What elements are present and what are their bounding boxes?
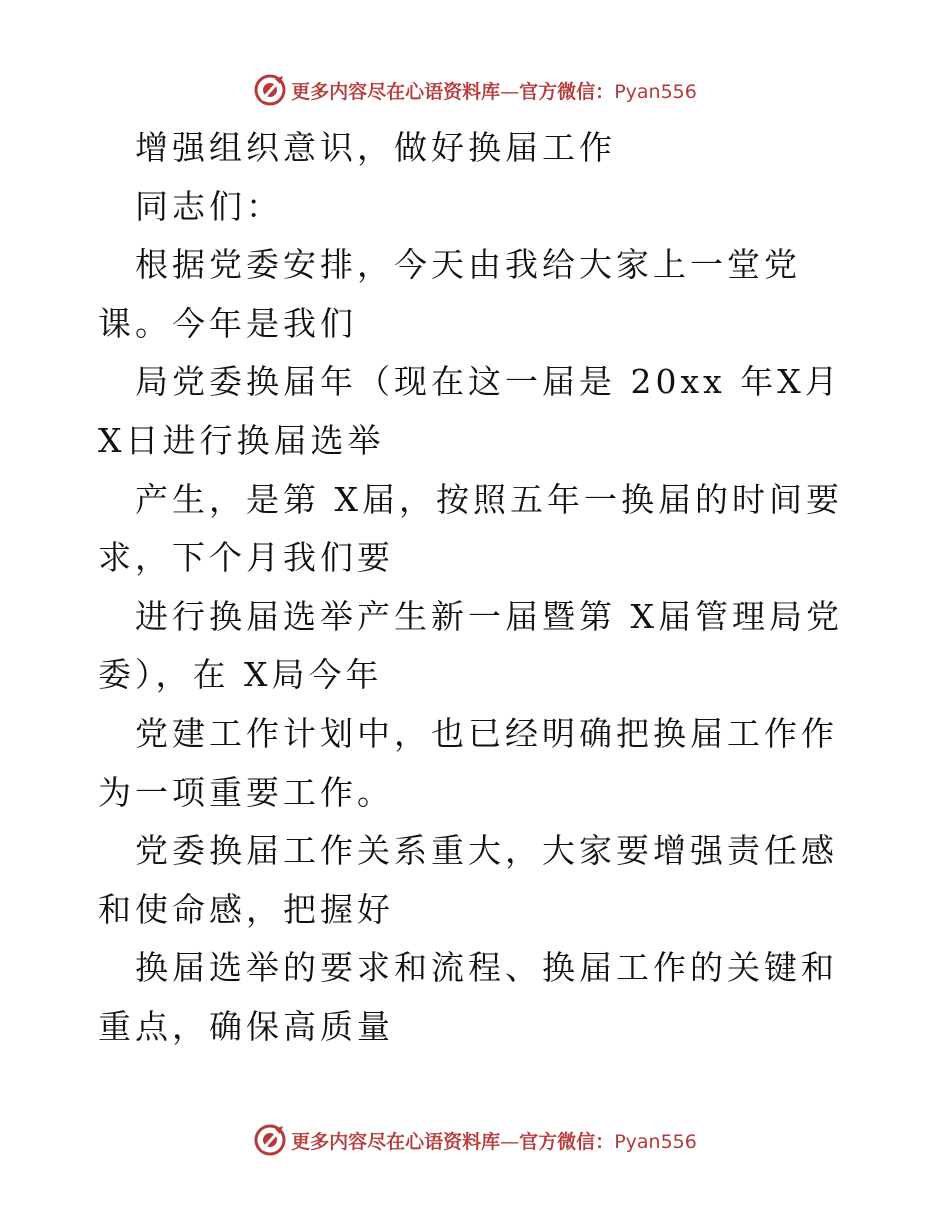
watermark-dash: — xyxy=(500,80,520,103)
watermark-text xyxy=(291,1127,697,1154)
watermark-wechat-id: Pyan556 xyxy=(614,1130,697,1153)
watermark-wechat-id: Pyan556 xyxy=(614,80,697,103)
body-paragraph: 产生，是第 X届，按照五年一换届的时间要求，下个月我们要 xyxy=(98,479,843,578)
watermark-library-name: 更多内容尽在心语资料库 xyxy=(291,1130,501,1153)
watermark-wechat-label: 官方微信： xyxy=(519,1130,615,1153)
document-body xyxy=(98,119,858,1057)
body-paragraph: 根据党委安排，今天由我给大家上一堂党课。今年是我们 xyxy=(98,245,801,343)
watermark-dash: — xyxy=(500,1130,520,1153)
watermark-wechat-label: 官方微信： xyxy=(519,80,615,103)
watermark-library-name: 更多内容尽在心语资料库 xyxy=(291,80,501,103)
body-paragraph: 进行换届选举产生新一届暨第 X届管理局党委），在 X局今年 xyxy=(98,596,843,695)
body-paragraph: 局党委换届年（现在这一届是 20xx 年X月X日进行换届选举 xyxy=(98,362,842,460)
body-paragraph: 党委换届工作关系重大，大家要增强责任感和使命感，把握好 xyxy=(98,831,838,929)
body-paragraph: 换届选举的要求和流程、换届工作的关键和重点，确保高质量 xyxy=(98,948,838,1046)
body-paragraph: 党建工作计划中，也已经明确把换届工作作为一项重要工作。 xyxy=(98,713,838,812)
header-watermark-banner xyxy=(0,70,950,110)
seal-logo-icon xyxy=(253,73,287,107)
watermark-text xyxy=(291,77,697,104)
salutation: 同志们： xyxy=(135,186,283,226)
footer-watermark-banner xyxy=(0,1120,950,1160)
seal-logo-icon xyxy=(253,1123,287,1157)
document-title: 增强组织意识，做好换届工作 xyxy=(135,128,616,167)
